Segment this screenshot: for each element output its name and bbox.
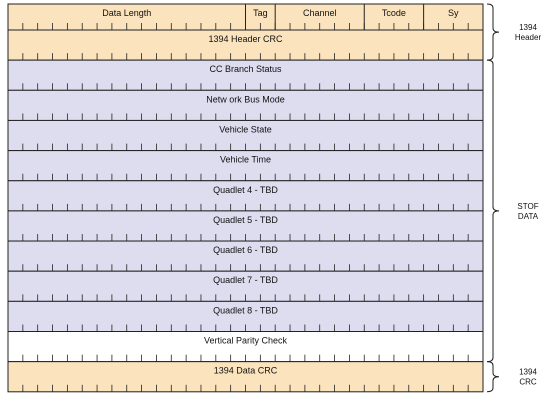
row-label-network-bus-mode: Netw ork Bus Mode <box>206 94 285 105</box>
row-label-quadlet-7: Quadlet 7 - TBD <box>213 275 278 286</box>
row-label-vertical-parity-check: Vertical Parity Check <box>203 335 288 346</box>
row-label-data-crc: 1394 Data CRC <box>213 365 278 376</box>
row-label-vehicle-state: Vehicle State <box>219 124 272 135</box>
row-label-quadlet-8: Quadlet 8 - TBD <box>213 305 278 316</box>
field-channel: Channel <box>302 8 337 18</box>
bracket-label-header: 1394 <box>519 23 537 33</box>
bracket-label-stof-data: STOF <box>517 201 539 211</box>
bracket-crc <box>487 362 499 392</box>
row-label-quadlet-4: Quadlet 4 - TBD <box>213 184 278 195</box>
row-label-cc-branch-status: CC Branch Status <box>209 64 282 75</box>
row-label-quadlet-6: Quadlet 6 - TBD <box>213 245 278 256</box>
bracket-label-crc: 1394 <box>519 367 537 377</box>
bracket-label-crc: CRC <box>519 377 537 387</box>
bracket-header <box>487 4 499 60</box>
field-tcode: Tcode <box>381 8 406 18</box>
field-sy: Sy <box>448 8 459 18</box>
row-label-vehicle-time: Vehicle Time <box>219 154 272 165</box>
row-label-quadlet-5: Quadlet 5 - TBD <box>213 214 278 225</box>
bracket-stof-data <box>487 60 499 362</box>
row-label-header-crc: 1394 Header CRC <box>208 34 283 44</box>
bracket-label-stof-data: DATA <box>517 211 539 221</box>
field-tag: Tag <box>253 8 268 18</box>
field-data_length: Data Length <box>102 8 152 18</box>
bracket-label-header: Header <box>514 33 542 43</box>
